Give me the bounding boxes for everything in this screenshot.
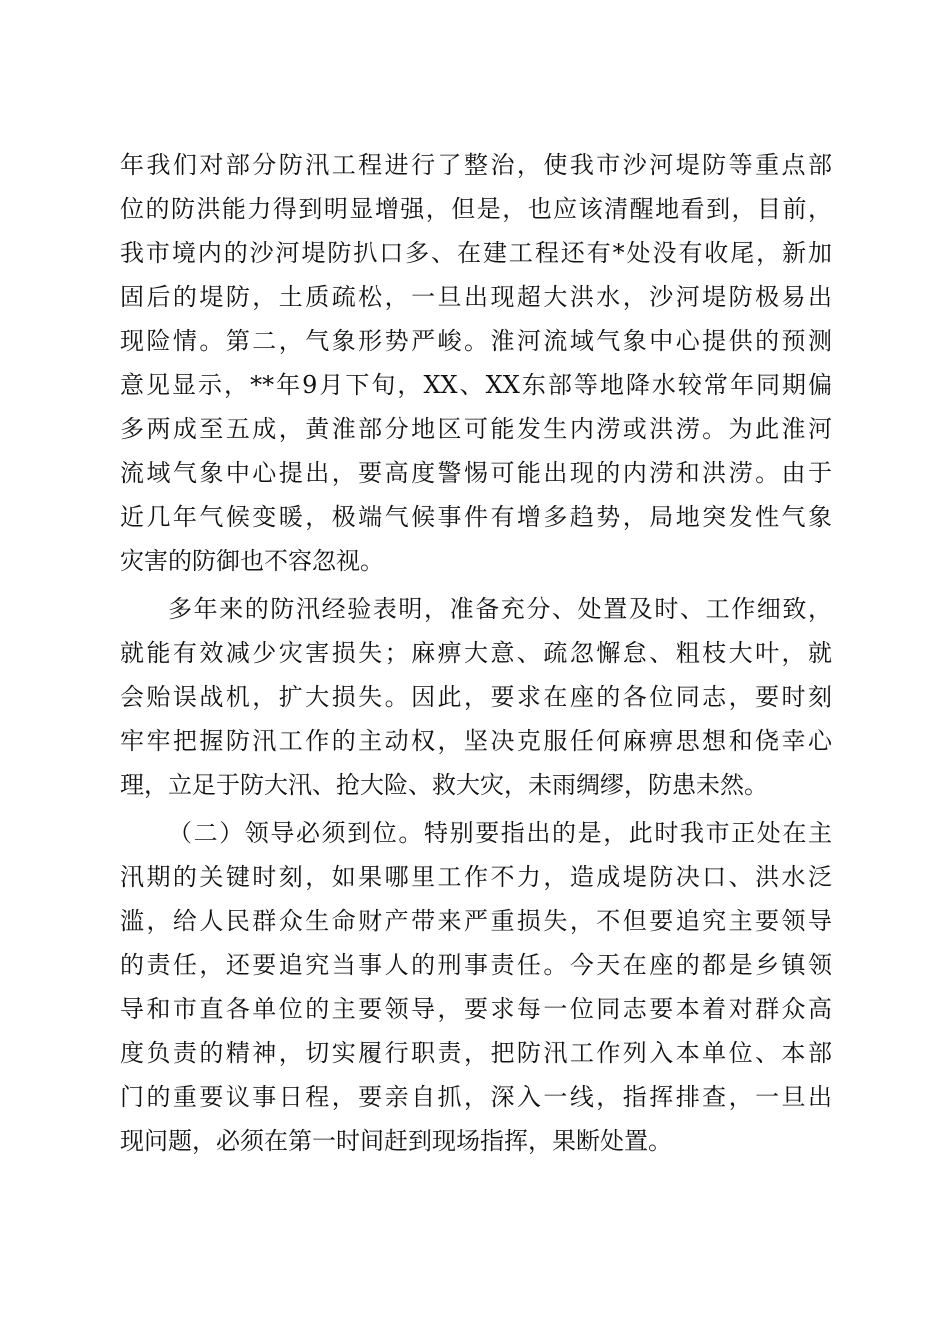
paragraph-1-line-3: 我市境内的沙河堤防扒口多、在建工程还有*处没有收尾，新加	[120, 239, 832, 267]
paragraph-3-line-6: 度负责的精神，切实履行职责，把防汛工作列入本单位、本部	[120, 1039, 832, 1067]
paragraph-2-line-5: 理，立足于防大汛、抢大险、救大灾，未雨绸缪，防患未然。	[120, 771, 768, 799]
paragraph-1-line-10: 灾害的防御也不容忽视。	[120, 547, 384, 575]
paragraph-3-line-8: 现问题，必须在第一时间赶到现场指挥，果断处置。	[120, 1127, 672, 1155]
paragraph-1-line-9: 近几年气候变暖，极端气候事件有增多趋势，局地突发性气象	[120, 503, 832, 531]
paragraph-3-line-1: （二）领导必须到位。特别要指出的是，此时我市正处在主	[168, 819, 832, 847]
paragraph-1-line-7: 多两成至五成，黄淮部分地区可能发生内涝或洪涝。为此淮河	[120, 415, 832, 443]
paragraph-3-line-7: 门的重要议事日程，要亲自抓，深入一线，指挥排查，一旦出	[120, 1083, 832, 1111]
paragraph-1-line-8: 流域气象中心提出，要高度警惕可能出现的内涝和洪涝。由于	[120, 459, 832, 487]
paragraph-1-line-2: 位的防洪能力得到明显增强，但是，也应该清醒地看到，目前，	[120, 195, 832, 223]
paragraph-2-line-2: 就能有效减少灾害损失；麻痹大意、疏忽懈怠、粗枝大叶，就	[120, 639, 832, 667]
paragraph-1-line-1: 年我们对部分防汛工程进行了整治，使我市沙河堤防等重点部	[120, 151, 832, 179]
paragraph-1-line-6: 意见显示，**年9月下旬，XX、XX东部等地降水较常年同期偏	[120, 371, 832, 399]
paragraph-3-line-3: 滥，给人民群众生命财产带来严重损失，不但要追究主要领导	[120, 907, 832, 935]
paragraph-3-line-2: 汛期的关键时刻，如果哪里工作不力，造成堤防决口、洪水泛	[120, 863, 832, 891]
paragraph-2-line-4: 牢牢把握防汛工作的主动权，坚决克服任何麻痹思想和侥幸心	[120, 727, 832, 755]
paragraph-1-line-4: 固后的堤防，土质疏松，一旦出现超大洪水，沙河堤防极易出	[120, 283, 832, 311]
paragraph-3-line-5: 导和市直各单位的主要领导，要求每一位同志要本着对群众高	[120, 995, 832, 1023]
paragraph-3-line-4: 的责任，还要追究当事人的刑事责任。今天在座的都是乡镇领	[120, 951, 832, 979]
paragraph-2-line-3: 会贻误战机，扩大损失。因此，要求在座的各位同志，要时刻	[120, 683, 832, 711]
paragraph-2-line-1: 多年来的防汛经验表明，准备充分、处置及时、工作细致，	[168, 595, 832, 623]
paragraph-1-line-5: 现险情。第二，气象形势严峻。淮河流域气象中心提供的预测	[120, 327, 832, 355]
